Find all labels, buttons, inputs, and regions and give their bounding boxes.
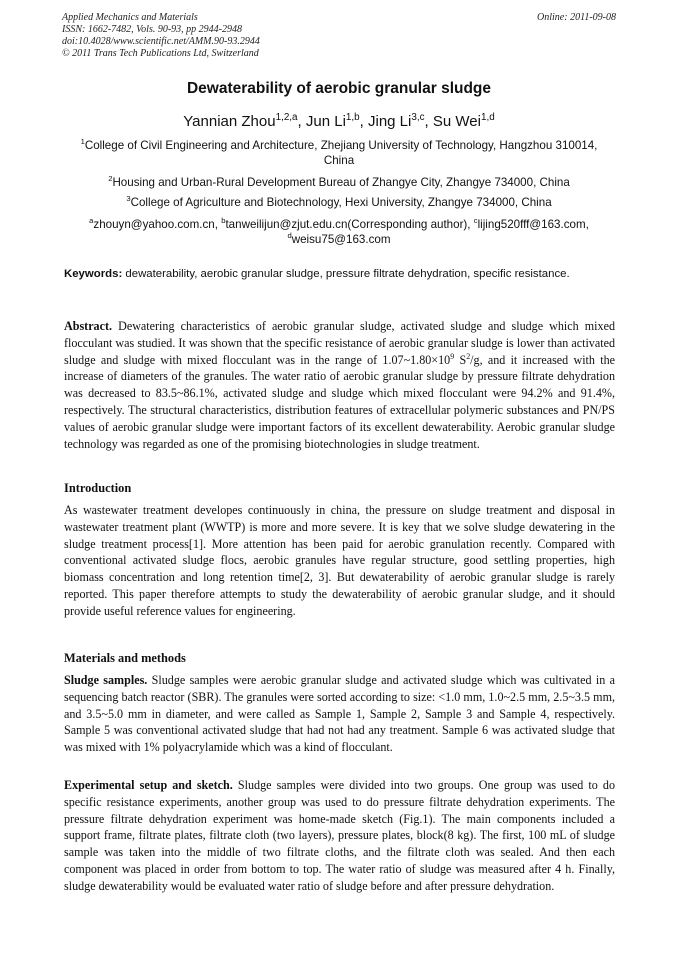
affiliation-sup: 1	[80, 137, 85, 147]
paper-title: Dewaterability of aerobic granular sludge	[186, 80, 492, 97]
author-sup: 1,2,a	[275, 112, 298, 123]
abstract-unit: S	[454, 352, 467, 367]
abstract	[64, 318, 615, 452]
email-text: lijing520fff@163.com,	[477, 218, 589, 231]
abstract-exponent: 9	[450, 351, 455, 361]
email-text: weisu75@163.com	[291, 233, 391, 246]
abstract-exponent: 2	[466, 351, 471, 361]
abstract-text: /g, and it increased with the increase of diameters of the granules. The water ratio of aerobic granular sludge by pressure filtrate dehydration was decreased to 83.5~86.1%, activated sludge and sludge which mixed flocculant were 94.2% and 91.4%, respectively. The structural characteristics, distribution features of extracellular polymeric substances and PN/PS values of aerobic granular sludge were important factors of its excellent dewaterability. Aerobic granular sludge technology was regarded as one of the promising biotechnologies in sludge treatment.	[64, 352, 615, 451]
email-sup: b	[221, 216, 226, 226]
email-text: tanweilijun@zjut.edu.cn(Corresponding author),	[225, 218, 474, 231]
author-sup: 1,d	[480, 112, 495, 123]
paragraph-label: Experimental setup and sketch.	[64, 778, 233, 792]
email-sup: d	[287, 231, 292, 241]
journal-name: Applied Mechanics and Materials	[62, 12, 198, 23]
keywords-label: Keywords:	[64, 268, 123, 280]
keywords-text: dewaterability, aerobic granular sludge, pressure filtrate dehydration, specific resistance.	[122, 268, 570, 280]
author-name: Jun Li	[305, 113, 346, 130]
online-date: Online: 2011-09-08	[537, 12, 616, 23]
email-text: zhouyn@yahoo.com.cn,	[93, 218, 222, 231]
author-sep: ,	[424, 113, 433, 130]
abstract-text: Dewatering characteristics of aerobic granular sludge, activated sludge and sludge which mixed flocculant was studied. It was shown that the specific resistance of aerobic granular sludge is lower than activated sludge and sludge with mixed flocculant was in the range of 1.07~1.80×10	[64, 319, 615, 367]
journal-header	[62, 12, 260, 60]
paragraph-label: Sludge samples.	[64, 673, 148, 687]
issn-line: ISSN: 1662-7482, Vols. 90-93, pp 2944-2948	[62, 24, 242, 35]
author-sup: 3,c	[411, 112, 425, 123]
affiliation-text: College of Civil Engineering and Architecture, Zhejiang University of Technology, Hangzhou 310014, China	[84, 139, 598, 167]
paragraph-text: Sludge samples were divided into two groups. One group was used to do specific resistance experiments, another group was used to do pressure filtrate dehydration experiments. The pressure filtrate dehydration experiment was home-made sketch (Fig.1). The main components included a support frame, filtrate plates, filtrate cloth (two layers), pressure plates, block(8 kg). The first, 100 mL of sludge sample was taken into the middle of two filtrate cloths, and the filtrate cloth was sealed. And then each component was placed in order from bottom to top. The water ratio of sludge was measured after 4 h. Finally, sludge dewaterability would be evaluated water ratio of sludge before and after pressure dehydration.	[64, 778, 615, 893]
author-emails	[70, 217, 608, 247]
doi-line: doi:10.4028/www.scientific.net/AMM.90-93.2944	[62, 36, 260, 47]
author-sep: ,	[359, 113, 368, 130]
experimental-setup-paragraph	[64, 777, 615, 895]
abstract-label: Abstract.	[64, 319, 113, 333]
affiliation-3	[70, 195, 608, 210]
author-name: Yannian Zhou	[183, 113, 276, 130]
copyright-line: © 2011 Trans Tech Publications Ltd, Switzerland	[62, 48, 259, 59]
author-list	[0, 113, 678, 130]
email-sup: c	[473, 216, 478, 226]
affiliation-1	[70, 138, 608, 168]
affiliation-2	[70, 175, 608, 190]
affiliation-text: Housing and Urban-Rural Development Bureau of Zhangye City, Zhangye 734000, China	[112, 176, 570, 189]
methods-heading: Materials and methods	[64, 651, 186, 665]
introduction-heading: Introduction	[64, 481, 132, 495]
author-name: Jing Li	[368, 113, 412, 130]
author-name: Su Wei	[432, 113, 481, 130]
paragraph-text: Sludge samples were aerobic granular sludge and activated sludge which was cultivated in a sequencing batch reactor (SBR). The granules were sorted according to size: <1.0 mm, 1.0~2.5 mm, 2.5~3.5 mm, and 3.5~5.0 mm in diameter, and were called as Sample 1, Sample 2, Sample 3 and Sample 4, respectively. Sample 5 was conventional activated sludge that had not had any treatment. Sample 6 was activated sludge that was mixed with 1% polyacrylamide which was a kind of flocculant.	[64, 673, 615, 755]
affiliation-text: College of Agriculture and Biotechnology, Hexi University, Zhangye 734000, China	[130, 196, 552, 209]
author-sep: ,	[297, 113, 306, 130]
sludge-samples-paragraph	[64, 672, 615, 756]
affiliation-sup: 3	[126, 194, 131, 204]
author-sup: 1,b	[345, 112, 360, 123]
affiliation-sup: 2	[108, 174, 113, 184]
email-sup: a	[89, 216, 94, 226]
introduction-text: As wastewater treatment developes continuously in china, the pressure on sludge treatment and disposal in wastewater treatment plant (WWTP) is more and more severe. It is key that we solve sludge dewatering in the sludge treatment process[1]. More attention has been paid for aerobic granulation recently. Compared with conventional activated sludge flocs, aerobic granules have regular structure, good settling properties, high biomass concentration and long retention time[2, 3]. But dewaterability of aerobic granular sludge is rarely reported. This paper therefore attempts to study the dewaterability of aerobic granular sludge, and it should provide useful reference values for engineering.	[64, 503, 615, 618]
keywords	[64, 267, 615, 282]
